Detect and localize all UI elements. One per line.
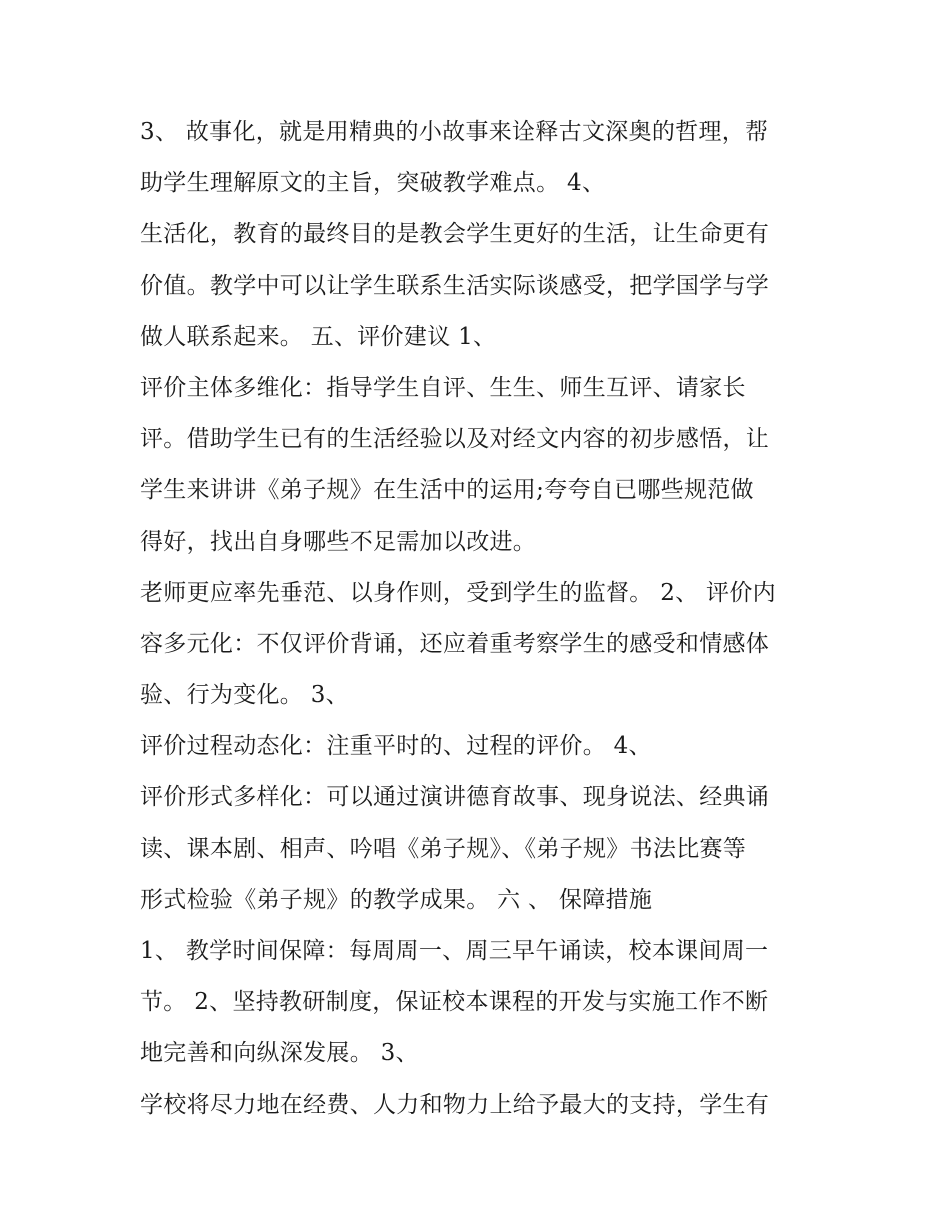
text-line: 价值。教学中可以让学生联系生活实际谈感受，把学国学与学: [140, 272, 770, 299]
text-line: 学生来讲讲《弟子规》在生活中的运用;夸夸自已哪些规范做: [140, 477, 754, 504]
text-line: 生活化，教育的最终目的是教会学生更好的生活，让生命更有: [140, 221, 770, 248]
text-line: 助学生理解原文的主旨，突破教学难点。 4、: [140, 170, 606, 197]
text-line: 评价过程动态化：注重平时的、过程的评价。 4、: [140, 733, 652, 760]
text-line: 容多元化：不仅评价背诵，还应着重考察学生的感受和情感体: [140, 630, 770, 657]
text-line: 学校将尽力地在经费、人力和物力上给予最大的支持，学生有: [140, 1091, 770, 1118]
text-line: 得好，找出自身哪些不足需加以改进。: [140, 528, 537, 555]
text-line: 读、课本剧、相声、吟唱《弟子规》、《弟子规》书法比赛等: [140, 835, 747, 862]
text-line: 验、行为变化。 3、: [140, 682, 349, 709]
text-line: 评。借助学生已有的生活经验以及对经文内容的初步感悟，让: [140, 426, 770, 453]
text-line: 老师更应率先垂范、以身作则，受到学生的监督。 2、 评价内: [140, 579, 776, 606]
text-line: 形式检验《弟子规》的教学成果。 六 、 保障措施: [140, 886, 653, 913]
text-line: 地完善和向纵深发展。 3、: [140, 1040, 419, 1067]
text-line: 评价形式多样化：可以通过演讲德育故事、现身说法、经典诵: [140, 784, 770, 811]
text-line: 3、 故事化，就是用精典的小故事来诠释古文深奥的哲理，帮: [140, 119, 769, 145]
text-line: 节。 2、坚持教研制度，保证校本课程的开发与实施工作不断: [140, 989, 769, 1016]
text-line: 评价主体多维化：指导学生自评、生生、师生互评、请家长: [140, 374, 746, 401]
text-line: 做人联系起来。 五、评价建议 1、: [140, 323, 497, 350]
body-text: [140, 107, 830, 1131]
text-line: 1、 教学时间保障：每周周一、周三早午诵读，校本课间周一: [140, 938, 769, 964]
